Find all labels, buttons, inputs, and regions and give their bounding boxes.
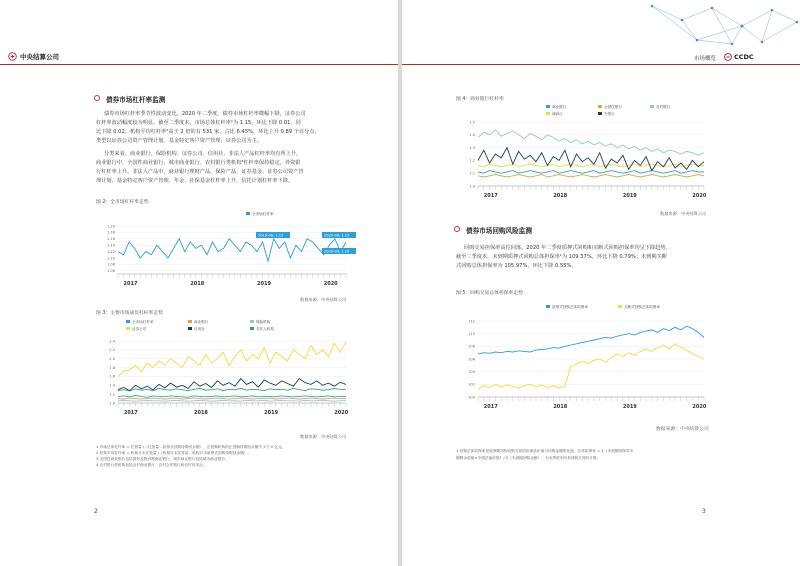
right-page	[402, 0, 800, 566]
legend-swatch	[250, 327, 254, 330]
y-tick-label: 1.1	[469, 171, 475, 176]
figure-3-chart	[96, 317, 356, 432]
x-year-label: 2020	[692, 404, 707, 410]
paragraph-line: 行杠杆率上升。非法人产品中，商业银行理财产品、保险产品、证券基金、证券公司资产管	[96, 169, 304, 175]
figure-3-source: 数据来源：中央结算公司	[300, 434, 347, 439]
x-year-label: 2018	[553, 404, 568, 410]
legend-label: 信用社	[194, 327, 205, 331]
figure-2-source: 数据来源：中央结算公司	[300, 297, 347, 302]
x-year-label: 2019	[622, 193, 637, 199]
legend-label: 城商行	[552, 112, 563, 116]
legend-label: 全市场杠杆率	[132, 320, 154, 324]
header-title: 市场概览	[694, 56, 717, 62]
figure-5-source: 数据来源：中央结算公司	[656, 427, 709, 432]
paragraph-line: 商业银行中，全国性商业银行、城市商业银行、农村银行类机构³杠杆率保持稳定，外资银	[96, 160, 301, 166]
y-tick-label: 2.2	[109, 348, 115, 353]
legend-label: 商业银行	[552, 105, 567, 109]
figure-2-caption: 图 2：全市场杠杆率走势	[96, 200, 149, 205]
figure-5-chart	[456, 297, 714, 423]
legend-label: 非法人机构	[256, 327, 274, 331]
x-year-label: 2020	[334, 410, 349, 416]
header-rule	[0, 64, 398, 65]
y-tick-label: 108	[468, 344, 475, 349]
y-tick-label: 106	[468, 357, 475, 362]
y-tick-label: 1.8	[109, 365, 115, 370]
legend-swatch	[618, 305, 622, 308]
x-year-label: 2018	[553, 193, 568, 199]
paragraph-line: 债券市场杠杆率季节性波动变化。2020 年二季度，债券市场杠杆率微幅下降，证券公司	[104, 111, 306, 117]
legend-swatch	[650, 105, 654, 108]
legend-label: 质押式回购总体担保率	[552, 305, 588, 309]
legend-swatch	[188, 320, 192, 323]
series-line-城商行	[478, 164, 704, 167]
x-year-label: 2018	[194, 410, 208, 416]
y-tick-label: 1.5	[469, 120, 475, 125]
y-tick-label: 1.3	[469, 145, 475, 150]
paragraph-line: 类型以证券公司资产管理计划、基金特定客户资产管理、证券公司为主。	[96, 138, 263, 144]
footnote: 3 全国性商业银行包括国有及股份制商业银行，城市商业银行包括城市商业银行。	[96, 457, 229, 461]
y-tick-label: 1.10	[106, 256, 115, 261]
x-year-label: 2020	[323, 281, 338, 287]
x-year-label: 2019	[622, 404, 637, 410]
y-tick-label: 1.4	[469, 133, 475, 138]
section-title: 债券市场回购风险监测	[466, 227, 532, 235]
y-tick-label: 1.14	[106, 243, 115, 248]
paragraph-line: 截至二季度末，末到期质押式回购总体担保率¹为 109.37%，环比下降 0.79%；未到期买断	[456, 254, 667, 260]
figure-5-caption: 图 5：回购交易总体担保率走势	[456, 291, 523, 296]
series-line-商业银行	[118, 398, 346, 399]
legend-label: 外资行	[604, 112, 615, 116]
y-tick-label: 110	[468, 331, 475, 336]
y-tick-label: 1.16	[106, 237, 115, 242]
annotation-label: 2019-06, 1.15	[258, 233, 284, 238]
page-number: 3	[702, 508, 706, 515]
series-line-保险机构	[118, 400, 346, 401]
x-year-label: 2017	[483, 404, 498, 410]
x-year-label: 2017	[123, 410, 138, 416]
series-line-买断式回购总体担保率	[478, 344, 704, 390]
series-line-外资行	[478, 148, 704, 171]
y-tick-label: 1.20	[106, 224, 115, 229]
y-tick-label: 2.0	[109, 357, 115, 362]
x-year-label: 2017	[123, 281, 138, 287]
annotation-label: 2020-06, 1.15	[324, 233, 350, 238]
x-year-label: 2020	[692, 193, 707, 199]
x-year-label: 2019	[264, 410, 279, 416]
figure-2-chart	[96, 206, 356, 298]
y-tick-label: 100	[468, 395, 475, 400]
legend-swatch	[246, 212, 250, 215]
y-tick-label: 1.18	[106, 230, 115, 235]
footnote: 1 回购总体担保率是质押期初待回购交易的担保品价值与回购金额的比值，总体担保率 = Σ（未到期担保券市	[456, 449, 634, 453]
footnote: 2 机构平均杠杆率 = 机构月末托管量 /（机构月末托管量 - 机构月末质押式回购待购回余额）。	[96, 451, 252, 455]
series-line-证券公司	[118, 342, 346, 377]
legend-swatch	[546, 105, 550, 108]
paragraph-line: 比下降 0.02。机构平均杠杆率²高于 2 倍的有 531 家，占比 6.45%，环比上升 0.89 个百分点，	[96, 129, 320, 135]
brand-text: CCDC	[734, 53, 754, 61]
y-tick-label: 1.2	[469, 158, 475, 163]
legend-swatch	[126, 327, 130, 330]
footnote: 1 市场总体杠杆率 = 托管量 /（托管量 - 质押式回购待购回余额），正回购机构的正回购待购回余额不少于 0 亿元。	[96, 445, 286, 449]
legend-swatch	[126, 320, 130, 323]
figure-4-chart	[456, 102, 714, 210]
logo-text: 中央结算公司	[20, 53, 59, 61]
legend-label: 买断式回购总体担保率	[624, 305, 660, 309]
section-bullet-icon	[454, 226, 460, 232]
y-tick-label: 1.12	[106, 249, 115, 254]
legend-label: 全国性银行	[604, 105, 622, 109]
paragraph-line: 理计划、基金特定客户资产管理、年金、社保基金杠杆率上升，信托计划杠杆率下降。	[96, 178, 294, 184]
y-tick-label: 102	[468, 382, 475, 387]
legend-label: 商业银行	[194, 320, 209, 324]
left-page	[0, 0, 398, 566]
network-decoration-icon	[642, 0, 800, 50]
series-line-质押式回购总体担保率	[478, 326, 704, 354]
annotation-label: 2020-03, 1.16	[324, 249, 350, 254]
series-line-商业银行	[478, 171, 704, 174]
legend-label: 保险机构	[256, 320, 271, 324]
y-tick-label: 1.08	[106, 262, 115, 267]
legend-swatch	[598, 105, 602, 108]
y-tick-label: 1.0	[469, 184, 475, 189]
series-line-全市场杠杆率	[118, 396, 346, 398]
figure-4-caption: 图 4：商业银行杠杆率	[456, 97, 504, 102]
legend-swatch	[188, 327, 192, 330]
ccdc-logo-icon	[724, 53, 732, 61]
figure-3-caption: 图 3：主要市场成员杠杆率走势	[96, 311, 163, 316]
header-rule	[402, 64, 800, 65]
legend-swatch	[546, 112, 550, 115]
legend-label: 农村银行	[656, 105, 671, 109]
x-year-label: 2019	[257, 281, 271, 287]
y-tick-label: 112	[468, 319, 475, 324]
footnote: 4 农村银行类机构包括农村商业银行、农村合作银行和农村信用社。	[96, 463, 207, 467]
logo-icon	[8, 52, 17, 61]
legend-swatch	[250, 320, 254, 323]
y-tick-label: 104	[468, 369, 475, 374]
footnote: 期剩余面值×中债估值价格）/ Σ（未到期回购金额），为本季度末所有回购交易的计算。	[456, 456, 601, 460]
x-year-label: 2017	[483, 193, 498, 199]
y-tick-label: 1.4	[109, 383, 115, 388]
x-year-label: 2018	[190, 281, 205, 287]
series-line-全国性银行	[478, 175, 704, 178]
legend-swatch	[546, 305, 550, 308]
legend-swatch	[598, 112, 602, 115]
series-line-农村银行	[478, 130, 704, 156]
y-tick-label: 1.2	[109, 392, 115, 397]
paragraph-line: 杠杆率波动幅度较为明显。截至二季度末，市场总体杠杆率¹为 1.15，环比下降 0.01，同	[96, 120, 301, 126]
y-tick-label: 1.0	[109, 401, 115, 406]
section-bullet-icon	[94, 95, 100, 101]
paragraph-line: 回购交易担保率高位回落。2020 年二季度质押式回购和买断式回购担保率均呈下降趋势。	[464, 245, 671, 251]
y-tick-label: 1.6	[109, 374, 115, 379]
y-tick-label: 1.06	[106, 269, 115, 274]
legend-label: 证券公司	[132, 327, 147, 331]
section-title: 债券市场杠杆率监测	[106, 96, 166, 104]
legend-label: 全市场杠杆率	[252, 212, 274, 216]
y-tick-label: 2.4	[109, 339, 115, 344]
figure-4-source: 数据来源：中央结算公司	[660, 211, 707, 216]
paragraph-line: 分类来看，商业银行、保险机构、证券公司、信用社、非法人产品杠杆率均有所上升。	[104, 151, 302, 157]
page-number: 2	[94, 508, 98, 515]
paragraph-line: 式回购总体担保率为 105.97%，环比下降 0.55%。	[456, 263, 577, 269]
